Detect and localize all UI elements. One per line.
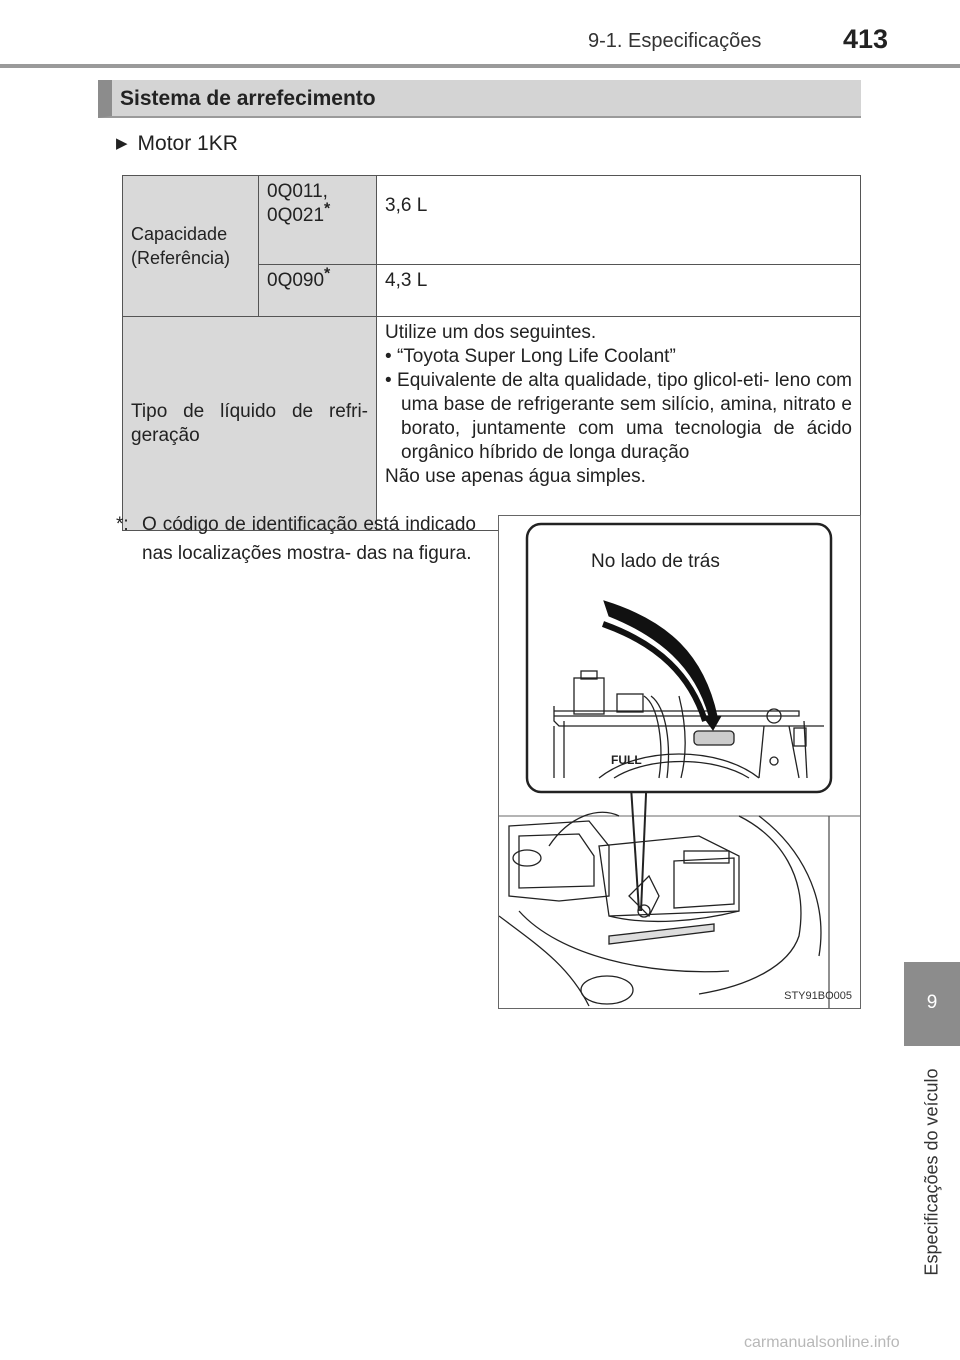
watermark: carmanualsonline.info [744,1334,900,1351]
chapter-title: Especificações do veículo [921,1068,942,1276]
table-row [123,176,861,265]
engine-figure [498,515,861,1009]
capacity-value: 3,6 L [377,176,861,265]
capacity-value: 4,3 L [377,265,861,317]
footnote [116,510,476,568]
coolant-intro: Utilize um dos seguintes. [385,322,597,343]
chapter-tab[interactable] [904,962,960,1046]
coolant-spec-table [122,175,861,531]
list-item: • Equivalente de alta qualidade, tipo glicol-eti- leno com uma base de refrigerante sem silício, amina, nitrato e borato, juntamente com uma tecnologia de ácido orgânico híbrido de longa duração [385,370,852,463]
page-number: 413 [843,24,889,54]
motor-line [116,132,238,156]
engine-illustration [499,516,861,1009]
footnote-text: O código de identificação está indicado nas localizações mostra- das na figura. [142,514,476,564]
asterisk-mark: * [324,265,331,283]
triangle-bullet-icon: ▶ [116,135,128,152]
capacity-label: Capacidade (Referência) [123,176,259,317]
list-item: • “Toyota Super Long Life Coolant” [385,346,676,367]
engine-code-cell [259,176,377,265]
coolant-note: Não use apenas água simples. [385,466,646,487]
footnote-mark: *: [116,514,129,535]
list-item-text: Equivalente de alta qualidade, tipo glicol-eti- leno com uma base de refrigerante sem silício, amina, nitrato e borato, juntamente com uma tecnologia de ácido orgânico híbrido de longa duração [397,370,852,463]
motor-label: Motor 1KR [137,132,238,155]
callout-label: No lado de trás [591,551,720,572]
tank-full-label: FULL [611,753,642,767]
engine-code-line: 0Q021 [267,205,325,226]
table-row [123,317,861,531]
chapter-number: 9 [926,992,938,1013]
engine-code-line: 0Q090 [267,270,325,292]
asterisk-mark: * [324,200,331,218]
engine-code-cell [259,265,377,317]
section-bar [98,80,861,118]
header-title: 9-1. Especificações [588,30,762,52]
section-title: Sistema de arrefecimento [120,87,376,110]
chapter-side-label [904,1052,960,1292]
coolant-type-value [377,317,861,531]
header-rule [0,64,960,68]
engine-code-line: 0Q011, [267,181,328,202]
figure-code: STY91BO005 [784,990,852,1002]
list-item-text: “Toyota Super Long Life Coolant” [396,346,676,367]
coolant-type-label: Tipo de líquido de refri- geração [123,317,377,531]
